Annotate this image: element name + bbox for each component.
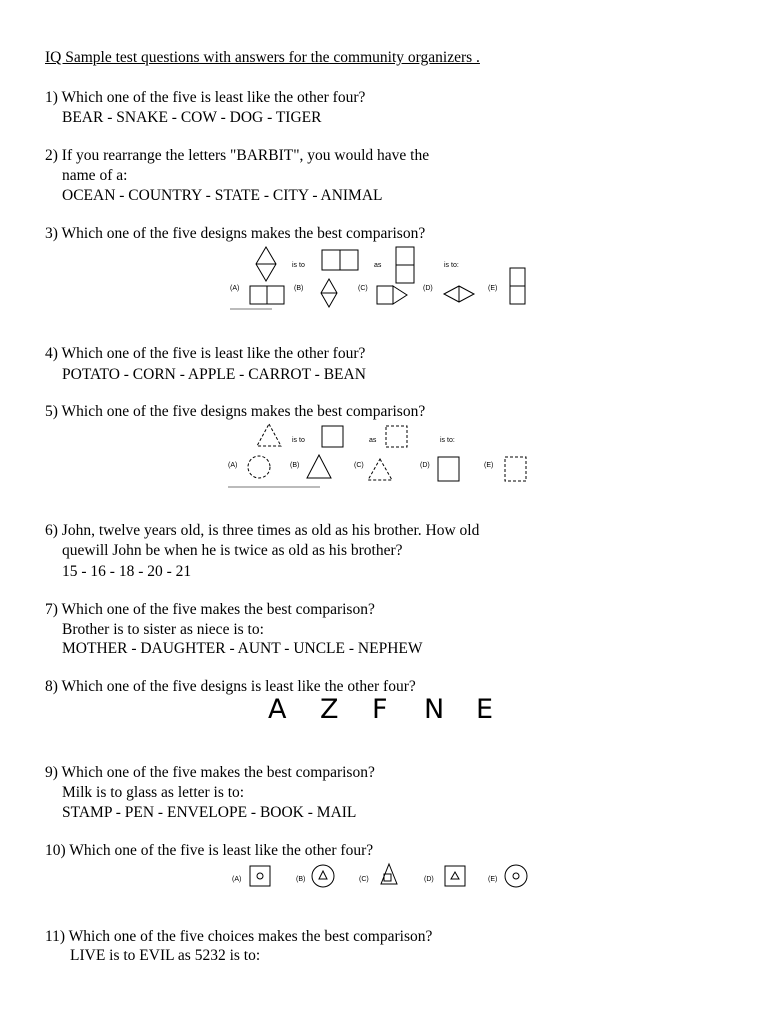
q3-option-c-label: (C) xyxy=(358,285,368,292)
q3-is-to-label: is to xyxy=(292,262,305,269)
question-1-options: BEAR - SNAKE - COW - DOG - TIGER xyxy=(62,109,322,126)
question-5: 5) Which one of the five designs makes the best comparison? xyxy=(45,403,426,420)
q8-letter-a: A xyxy=(268,694,287,725)
q10-option-b-shape xyxy=(312,865,334,887)
question-11-prompt: LIVE is to EVIL as 5232 is to: xyxy=(70,947,261,964)
q5-square-shape xyxy=(322,426,343,447)
question-3: 3) Which one of the five designs makes the best comparison? xyxy=(45,225,426,242)
question-1: 1) Which one of the five is least like the other four? xyxy=(45,89,366,106)
question-9: 9) Which one of the five makes the best comparison? xyxy=(45,764,375,781)
q8-letter-n: N xyxy=(424,694,445,725)
question-6-line-1: 6) John, twelve years old, is three times as old as his brother. How old xyxy=(45,522,480,539)
q5-option-b-shape xyxy=(307,455,331,478)
q5-is-to-2-label: is to: xyxy=(440,437,455,444)
q5-is-to-label: is to xyxy=(292,437,305,444)
question-9-options: STAMP - PEN - ENVELOPE - BOOK - MAIL xyxy=(62,804,357,821)
q5-option-d-shape xyxy=(438,457,459,481)
q10-option-c-label: (C) xyxy=(359,876,369,883)
question-4-options: POTATO - CORN - APPLE - CARROT - BEAN xyxy=(62,366,366,383)
q5-dashed-square-shape xyxy=(386,426,407,447)
q3-option-b-label: (B) xyxy=(294,285,304,292)
question-6-options: 15 - 16 - 18 - 20 - 21 xyxy=(62,563,192,580)
question-2-line-2: name of a: xyxy=(62,167,128,184)
q5-option-a-shape xyxy=(248,456,270,478)
q3-option-d-label: (D) xyxy=(423,285,433,292)
q3-option-e-label: (E) xyxy=(488,285,498,292)
q5-dashed-triangle-shape xyxy=(257,424,281,446)
q5-as-label: as xyxy=(369,437,377,444)
question-3-figure xyxy=(226,244,536,314)
q10-option-b-label: (B) xyxy=(296,876,306,883)
question-8: 8) Which one of the five designs is least like the other four? xyxy=(45,678,416,695)
q5-option-e-shape xyxy=(505,457,526,481)
q8-letter-z: Z xyxy=(320,694,339,725)
q10-option-a-shape xyxy=(250,866,270,886)
q5-option-d-label: (D) xyxy=(420,462,430,469)
q3-as-label: as xyxy=(374,262,382,269)
q3-option-c-shape xyxy=(377,286,393,304)
question-6-line-2: quewill John be when he is twice as old as his brother? xyxy=(62,542,403,559)
q10-option-d-shape xyxy=(445,866,465,886)
q5-option-c-shape xyxy=(368,459,392,480)
q8-letter-e: E xyxy=(476,694,494,725)
q3-option-a-label: (A) xyxy=(230,285,240,292)
question-7-options: MOTHER - DAUGHTER - AUNT - UNCLE - NEPHEW xyxy=(62,640,423,657)
q5-option-e-label: (E) xyxy=(484,462,494,469)
page-title: IQ Sample test questions with answers for the community organizers . xyxy=(45,49,480,66)
q10-option-e-label: (E) xyxy=(488,876,498,883)
q5-option-a-label: (A) xyxy=(228,462,238,469)
q3-is-to-2-label: is to: xyxy=(444,262,459,269)
q5-option-c-label: (C) xyxy=(354,462,364,469)
question-7: 7) Which one of the five makes the best comparison? xyxy=(45,601,375,618)
question-7-prompt: Brother is to sister as niece is to: xyxy=(62,621,264,638)
q10-option-a-label: (A) xyxy=(232,876,242,883)
q8-letter-f: F xyxy=(372,694,388,725)
question-2-options: OCEAN - COUNTRY - STATE - CITY - ANIMAL xyxy=(62,187,383,204)
question-10: 10) Which one of the five is least like the other four? xyxy=(45,842,374,859)
question-8-letters xyxy=(268,694,528,725)
q10-option-d-label: (D) xyxy=(424,876,434,883)
question-10-figure xyxy=(226,860,536,894)
question-5-figure xyxy=(226,422,536,492)
question-11: 11) Which one of the five choices makes the best comparison? xyxy=(45,928,433,945)
question-9-prompt: Milk is to glass as letter is to: xyxy=(62,784,245,801)
question-2-line-1: 2) If you rearrange the letters "BARBIT", you would have the xyxy=(45,147,430,164)
q10-option-e-shape xyxy=(505,865,527,887)
q5-option-b-label: (B) xyxy=(290,462,300,469)
question-4: 4) Which one of the five is least like the other four? xyxy=(45,345,366,362)
